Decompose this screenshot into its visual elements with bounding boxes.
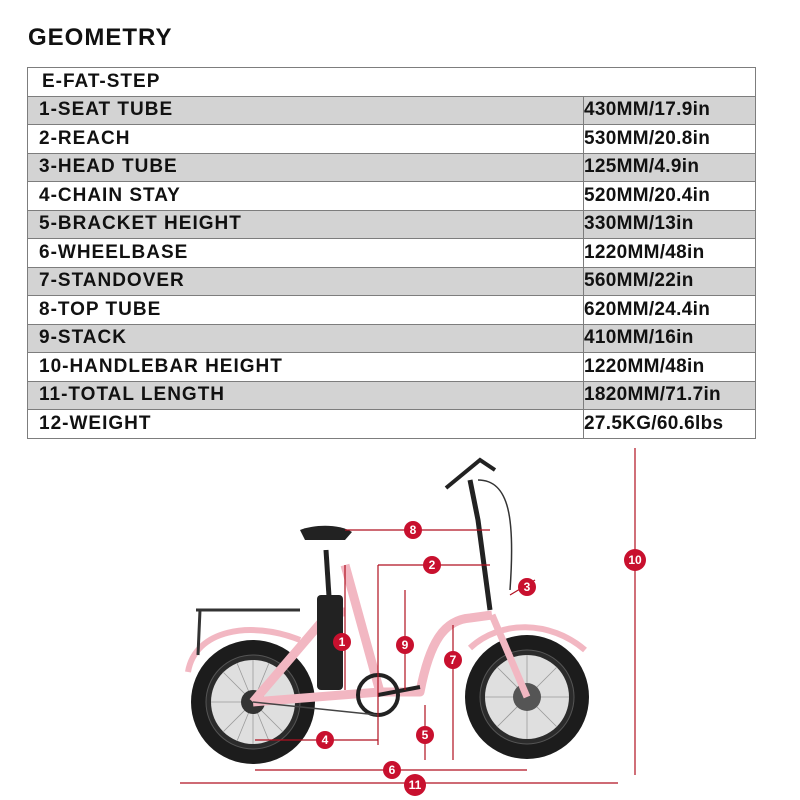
table-row xyxy=(28,125,756,154)
bike-geometry-diagram xyxy=(0,440,800,800)
marker-4 xyxy=(316,731,334,749)
row-value: 430MM/17.9in xyxy=(584,96,756,125)
svg-text:4: 4 xyxy=(321,733,329,747)
table-row xyxy=(28,210,756,239)
marker-7 xyxy=(444,651,462,669)
marker-11 xyxy=(404,774,426,796)
row-label: 9-STACK xyxy=(28,324,584,353)
svg-text:8: 8 xyxy=(409,523,417,537)
row-label: 3-HEAD TUBE xyxy=(28,153,584,182)
marker-3 xyxy=(518,578,536,596)
svg-text:7: 7 xyxy=(449,653,457,667)
svg-text:2: 2 xyxy=(428,558,436,572)
row-label: 12-WEIGHT xyxy=(28,410,584,439)
bike-illustration xyxy=(188,460,589,764)
row-label: 10-HANDLEBAR HEIGHT xyxy=(28,353,584,382)
row-label: 11-TOTAL LENGTH xyxy=(28,381,584,410)
svg-text:6: 6 xyxy=(388,763,396,777)
marker-5 xyxy=(416,726,434,744)
svg-text:3: 3 xyxy=(523,580,531,594)
table-row xyxy=(28,324,756,353)
table-row xyxy=(28,153,756,182)
svg-text:11: 11 xyxy=(408,778,422,792)
row-label: 1-SEAT TUBE xyxy=(28,96,584,125)
table-row xyxy=(28,267,756,296)
row-label: 4-CHAIN STAY xyxy=(28,182,584,211)
marker-6 xyxy=(383,761,401,779)
row-value: 1220MM/48in xyxy=(584,353,756,382)
geometry-table xyxy=(27,67,756,439)
row-value: 620MM/24.4in xyxy=(584,296,756,325)
row-label: 6-WHEELBASE xyxy=(28,239,584,268)
table-row xyxy=(28,296,756,325)
row-label: 2-REACH xyxy=(28,125,584,154)
marker-10 xyxy=(624,549,646,571)
table-header: E-FAT-STEP xyxy=(28,68,756,97)
table-row xyxy=(28,410,756,439)
row-label: 8-TOP TUBE xyxy=(28,296,584,325)
row-value: 125MM/4.9in xyxy=(584,153,756,182)
page-title: GEOMETRY xyxy=(28,24,173,51)
table-row xyxy=(28,182,756,211)
marker-1 xyxy=(333,633,351,651)
table-header-row xyxy=(28,68,756,97)
table-row xyxy=(28,239,756,268)
row-value: 1820MM/71.7in xyxy=(584,381,756,410)
row-value: 330MM/13in xyxy=(584,210,756,239)
row-value: 560MM/22in xyxy=(584,267,756,296)
svg-text:9: 9 xyxy=(401,638,409,652)
svg-text:5: 5 xyxy=(421,728,429,742)
table-row xyxy=(28,353,756,382)
row-value: 530MM/20.8in xyxy=(584,125,756,154)
svg-text:10: 10 xyxy=(628,553,642,567)
marker-8 xyxy=(404,521,422,539)
row-value: 1220MM/48in xyxy=(584,239,756,268)
table-row xyxy=(28,381,756,410)
row-value: 27.5KG/60.6lbs xyxy=(584,410,756,439)
marker-9 xyxy=(396,636,414,654)
row-value: 410MM/16in xyxy=(584,324,756,353)
row-label: 5-BRACKET HEIGHT xyxy=(28,210,584,239)
table-row xyxy=(28,96,756,125)
svg-text:1: 1 xyxy=(338,635,346,649)
row-label: 7-STANDOVER xyxy=(28,267,584,296)
marker-2 xyxy=(423,556,441,574)
row-value: 520MM/20.4in xyxy=(584,182,756,211)
